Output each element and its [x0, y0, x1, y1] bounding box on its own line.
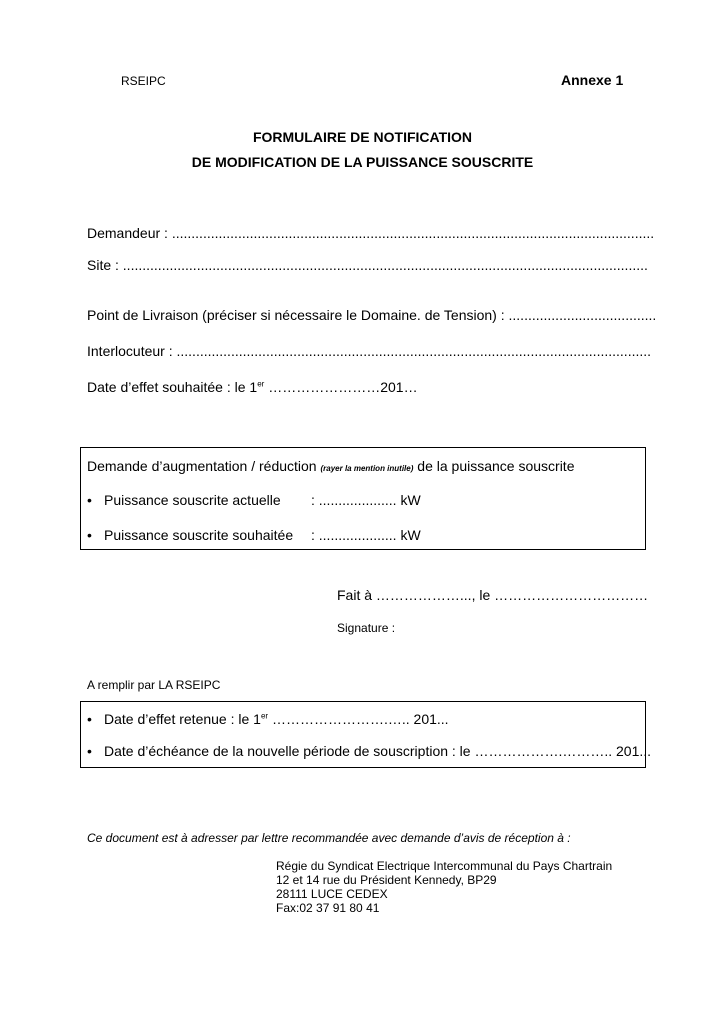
- footer-note: Ce document est à adresser par lettre recommandée avec demande d’avis de réception à :: [87, 831, 571, 845]
- form-title-line2: DE MODIFICATION DE LA PUISSANCE SOUSCRITE: [191, 154, 534, 170]
- header-annex: Annexe 1: [561, 72, 624, 88]
- bullet-actuelle: •: [87, 492, 92, 508]
- puissance-souhaitee-label: Puissance souscrite souhaitée: [104, 527, 294, 543]
- address-line: 28111 LUCE CEDEX: [276, 887, 388, 901]
- demande-heading: Demande d’augmentation / réduction (rayer la mention inutile) de la puissance souscrite: [87, 458, 575, 474]
- address-line: Fax:02 37 91 80 41: [276, 901, 380, 915]
- fait-a-line: Fait à ………………..., le ……………………………: [337, 587, 649, 603]
- address-line: 12 et 14 rue du Président Kennedy, BP29: [276, 873, 497, 887]
- field-site: Site : .......................................................................................................................................: [87, 257, 648, 273]
- bullet-souhaitee: •: [87, 527, 92, 543]
- date-effet-retenue: Date d’effet retenue : le 1er …………………….….. 201...: [104, 711, 449, 727]
- header-org: RSEIPC: [121, 74, 166, 88]
- date-echeance: Date d’échéance de la nouvelle période de souscription : le ……………….……….. 201...: [104, 743, 652, 759]
- field-point-livraison: Point de Livraison (préciser si nécessaire le Domaine. de Tension) : ......................................: [87, 307, 657, 323]
- field-date-effet: Date d’effet souhaitée : le 1er ……………………201…: [87, 379, 418, 395]
- field-demandeur: Demandeur : ............................................................................................................................: [87, 225, 655, 241]
- rseipc-section-label: A remplir par LA RSEIPC: [87, 678, 221, 692]
- bullet-echeance: •: [87, 743, 92, 759]
- address-line: Régie du Syndicat Electrique Intercommunal du Pays Chartrain: [276, 859, 613, 873]
- form-title-line1: FORMULAIRE DE NOTIFICATION: [252, 129, 473, 145]
- signature-label: Signature :: [337, 621, 396, 635]
- puissance-souhaitee-value: : .................... kW: [311, 527, 421, 543]
- demande-note: (rayer la mention inutile): [320, 464, 414, 473]
- bullet-retenue: •: [87, 711, 92, 727]
- field-interlocuteur: Interlocuteur : ..........................................................................................................................: [87, 343, 652, 359]
- puissance-actuelle-value: : .................... kW: [311, 492, 421, 508]
- puissance-actuelle-label: Puissance souscrite actuelle: [104, 492, 281, 508]
